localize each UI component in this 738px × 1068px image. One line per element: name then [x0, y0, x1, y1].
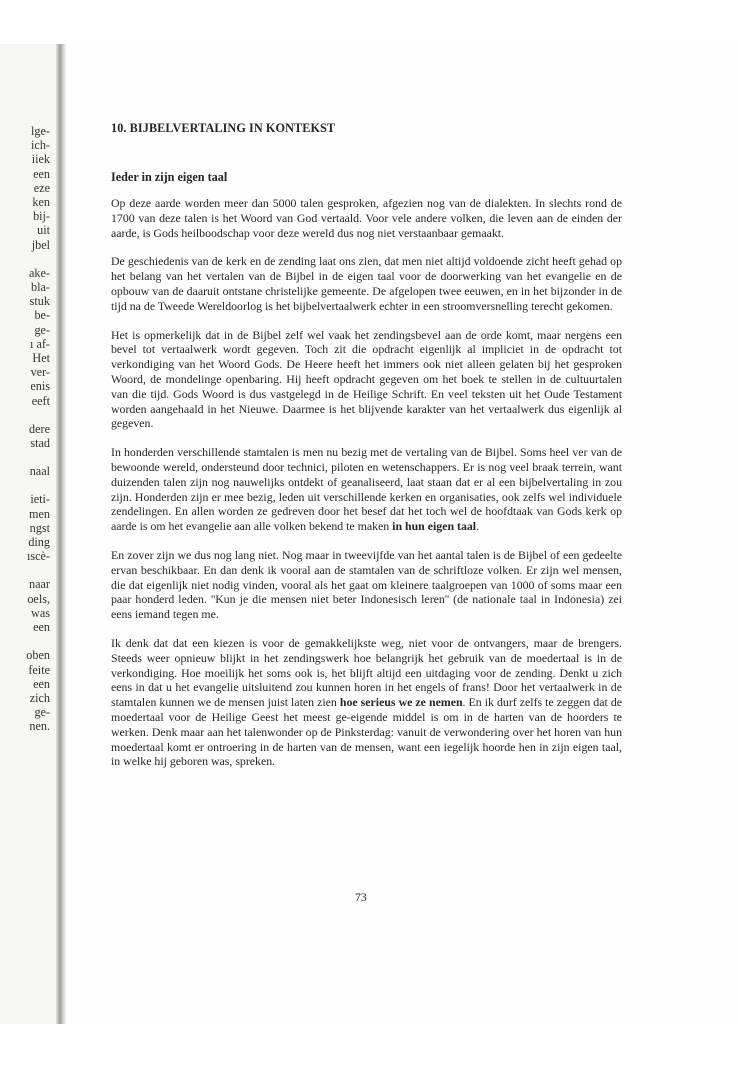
paragraph-3: Het is opmerkelijk dat in de Bijbel zelf wel vaak het zendingsbevel aan de orde komt, maar nergens een bevel tot vertaalwerk wordt gegeven. Toch zit die opdracht eigenlijk al impliciet in de opdracht tot verkondiging van het Woord Gods. De Heere heeft het immers ook niet alleen gelaten bij het gesproken Woord, de mondelinge openbaring. Hij heeft opdracht gegeven om het boek te stellen in de cultuurtalen van die tijd. Gods Woord is dus vastgelegd in de Heilige Schrift. En veel teksten uit het Oude Testament worden aangehaald in het Nieuwe. Daarmee is het blijvende karakter van het vertaalwerk dus eigenlijk al gegeven.: [111, 327, 622, 431]
paragraph-4-text: In honderden verschillende stamtalen is men nu bezig met de vertaling van de Bijbel. Soms heel ver van de bewoonde wereld, ondersteund door technici, piloten en wetenschappers. Er is nog veel braak terrein, want duizenden talen zijn nog nauwelijks ontdekt of geanaliseerd, laat staan dat er al een bijbelvertaling in zou zijn. Honderden zijn er mee bezig, leden uit verschillende kerken en organisaties, ook zelfs wel individuele zendelingen. En allen worden ze gedreven door het besef dat het toch wel de hoofdtaak van Gods kerk op aarde is om het evangelie aan alle volken bekend te maken: [111, 445, 622, 534]
left-page-line: jbel: [31, 237, 50, 252]
left-page-line: bij-: [33, 209, 50, 224]
paragraph-6-text: Ik denk dat dat een kiezen is voor de gemakkelijkste weg, niet voor de ontvangers, maar de brengers. Steeds weer opnieuw blijkt in het zendingswerk hoe belangrijk het gebruik van de moedertaal is in de verkondiging. Hoe moeilijk het soms ook is, het blijft altijd een uitdaging voor de zending. Denkt u zich eens in dat u het evangelie uitsluitend zou kunnen horen in het engels of frans! Door het vertaalwerk in de stamtalen kunnen we de mensen juist laten zien: [111, 635, 622, 710]
paragraph-6-end: . En ik durf zelfs te zeggen dat de moedertaal voor de Heilige Geest het meest ge-eigende middel is om in de harten van de hoorders te werken. Denk maar aan het talenwonder op de Pinksterdag: vanuit de verwondering over het horen van hun moedertaal komt er ontroering in de harten van de mensen, want een iegelijk hoorde hen in zijn eigen taal, in welke hij geboren was, spreken.: [111, 695, 622, 769]
left-page-gap: [0, 252, 50, 266]
left-page-line: zich: [29, 690, 50, 705]
paragraph-6: [111, 636, 622, 769]
left-page-line: men: [29, 506, 50, 521]
section-title: Ieder in zijn eigen taal: [111, 170, 228, 184]
left-page-line: eze: [33, 180, 50, 195]
paragraph-1: Op deze aarde worden meer dan 5000 talen gesproken, afgezien nog van de dialekten. In slechts rond de 1700 van deze talen is het Woord van God vertaald. Voor vele andere volken, die leven aan de einden der aarde, is Gods heilboodschap voor deze wereld dus nog niet verstaanbaar gemaakt.: [111, 196, 622, 240]
paragraph-4-end: .: [476, 519, 480, 534]
left-page-line: oels,: [27, 591, 50, 606]
left-page-line: lge-: [31, 124, 50, 138]
left-page-gap: [0, 634, 50, 648]
left-page-line: ich-: [31, 138, 50, 153]
left-page-line: enis: [30, 379, 50, 394]
left-page-line: ı af-: [30, 336, 50, 351]
left-page-line: ake-: [29, 265, 50, 280]
left-page-gap: [0, 563, 50, 577]
paragraph-4-emphasis: in hun eigen taal: [392, 519, 477, 534]
page-number: 73: [355, 890, 367, 904]
left-page-line: be-: [34, 308, 50, 323]
left-page-line: ding: [28, 535, 50, 550]
left-page-line: eeft: [31, 393, 50, 408]
left-page-line: een: [33, 166, 50, 181]
left-page-line: stuk: [29, 294, 50, 309]
left-page-line: naal: [29, 464, 50, 479]
left-page-line: dere: [29, 421, 50, 436]
paragraph-4: [111, 445, 622, 534]
chapter-title: 10. BIJBELVERTALING IN KONTEKST: [111, 121, 336, 135]
left-page-line: iiek: [31, 152, 50, 167]
paragraph-5: En zover zijn we dus nog lang niet. Nog maar in tweevijfde van het aantal talen is de Bijbel of een gedeelte ervan beschikbaar. En dan denk ik vooral aan de stamtalen van de schriftloze volken. Er zijn wel mensen, die dat eigenlijk niet nodig vinden, vooral als het gaat om kleinere taalgroepen van 1000 of soms maar een paar honderd leden. ''Kun je die mensen niet beter Indonesisch leren'' (de nationale taal in Indonesia) zei eens iemand tegen me.: [111, 547, 622, 622]
left-page-line: een: [33, 620, 50, 635]
left-page-line: ge-: [34, 705, 50, 720]
left-page-line: uit: [37, 223, 50, 238]
paragraph-6-emphasis: hoe serieus we ze nemen: [339, 695, 463, 710]
left-page-gap: [0, 478, 50, 492]
book-gutter: [56, 44, 66, 1024]
left-page-line: naar: [29, 577, 50, 592]
left-page-line: ken: [32, 195, 50, 210]
left-page-line: stad: [30, 436, 50, 451]
left-page-line: ıscè-: [26, 549, 50, 564]
page-content: [111, 121, 622, 783]
left-page-line: bla-: [31, 280, 50, 295]
left-page-line: ngst: [29, 520, 50, 535]
left-page-line: nen.: [29, 719, 50, 734]
left-page-line: een: [33, 676, 50, 691]
left-page-line: ver-: [30, 365, 50, 380]
left-page-line: ieti-: [30, 492, 50, 507]
left-page-line: feite: [28, 662, 50, 677]
left-page-line: oben: [26, 648, 50, 663]
left-page-line: was: [31, 605, 50, 620]
left-page-text-fragments: [0, 124, 50, 734]
left-page-line: Het: [32, 351, 50, 366]
paragraph-2: De geschiedenis van de kerk en de zending laat ons zien, dat men niet altijd voldoende zicht heeft gehad op het belang van het vertalen van de Bijbel in de eigen taal voor de doorwerking van het evangelie en de opbouw van de daaruit ontstane christelijke gemeente. De afgelopen twee eeuwen, en in het bijzonder in de tijd na de Tweede Wereldoorlog is het bijbelvertaalwerk echter in een stroomversnelling terecht gekomen.: [111, 254, 622, 313]
left-page-gap: [0, 408, 50, 422]
left-page-line: ge-: [34, 322, 50, 337]
left-page-gap: [0, 450, 50, 464]
